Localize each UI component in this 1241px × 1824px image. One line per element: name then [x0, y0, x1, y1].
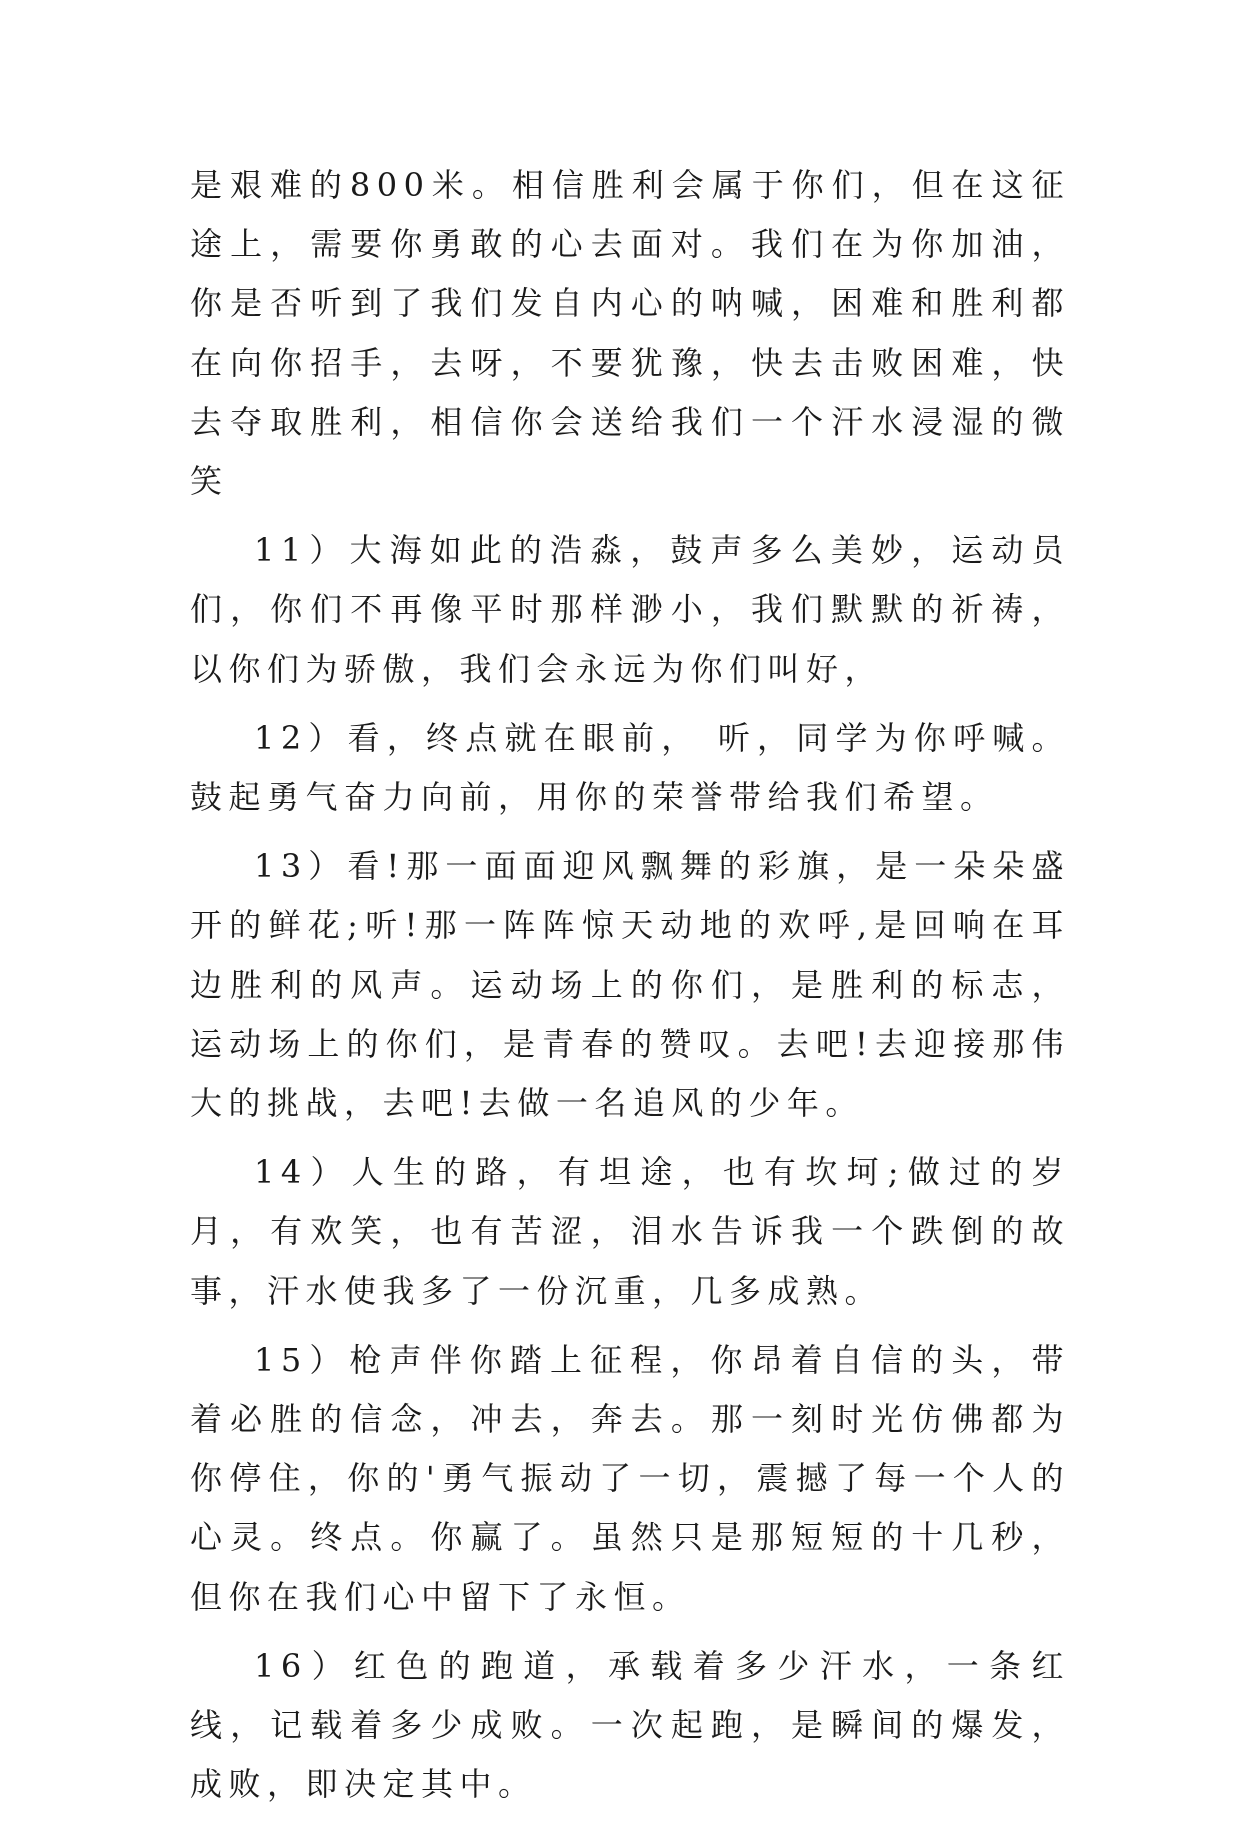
paragraph-16: 16）红色的跑道，承载着多少汗水，一条红线，记载着多少成败。一次起跑，是瞬间的爆发，成败，即决定其中。	[190, 1646, 1070, 1804]
paragraph-continued: 是艰难的800米。相信胜利会属于你们，但在这征途上，需要你勇敢的心去面对。我们在为你加油，你是否听到了我们发自内心的呐喊，困难和胜利都在向你招手，去呀，不要犹豫，快去击败困难，快去夺取胜利，相信你会送给我们一个汗水浸湿的微笑	[190, 166, 1070, 501]
paragraph-15: 15）枪声伴你踏上征程，你昂着自信的头，带着必胜的信念，冲去，奔去。那一刻时光仿佛都为你停住，你的'勇气振动了一切，震撼了每一个人的心灵。终点。你赢了。虽然只是那短短的十几秒，但你在我们心中留下了永恒。	[190, 1340, 1070, 1616]
paragraph-13: 13）看!那一面面迎风飘舞的彩旗，是一朵朵盛开的鲜花;听!那一阵阵惊天动地的欢呼,是回响在耳边胜利的风声。运动场上的你们，是胜利的标志，运动场上的你们，是青春的赞叹。去吧!去迎接那伟大的挑战，去吧!去做一名追风的少年。	[190, 847, 1070, 1123]
document-body	[190, 156, 1070, 1824]
paragraph-12: 12）看，终点就在眼前， 听，同学为你呼喊。鼓起勇气奋力向前，用你的荣誉带给我们希望。	[190, 718, 1070, 817]
paragraph-14: 14）人生的路，有坦途，也有坎坷;做过的岁月，有欢笑，也有苦涩，泪水告诉我一个跌倒的故事，汗水使我多了一份沉重，几多成熟。	[190, 1153, 1070, 1310]
paragraph-11: 11）大海如此的浩淼，鼓声多么美妙，运动员们，你们不再像平时那样渺小，我们默默的祈祷，以你们为骄傲，我们会永远为你们叫好，	[190, 531, 1070, 688]
